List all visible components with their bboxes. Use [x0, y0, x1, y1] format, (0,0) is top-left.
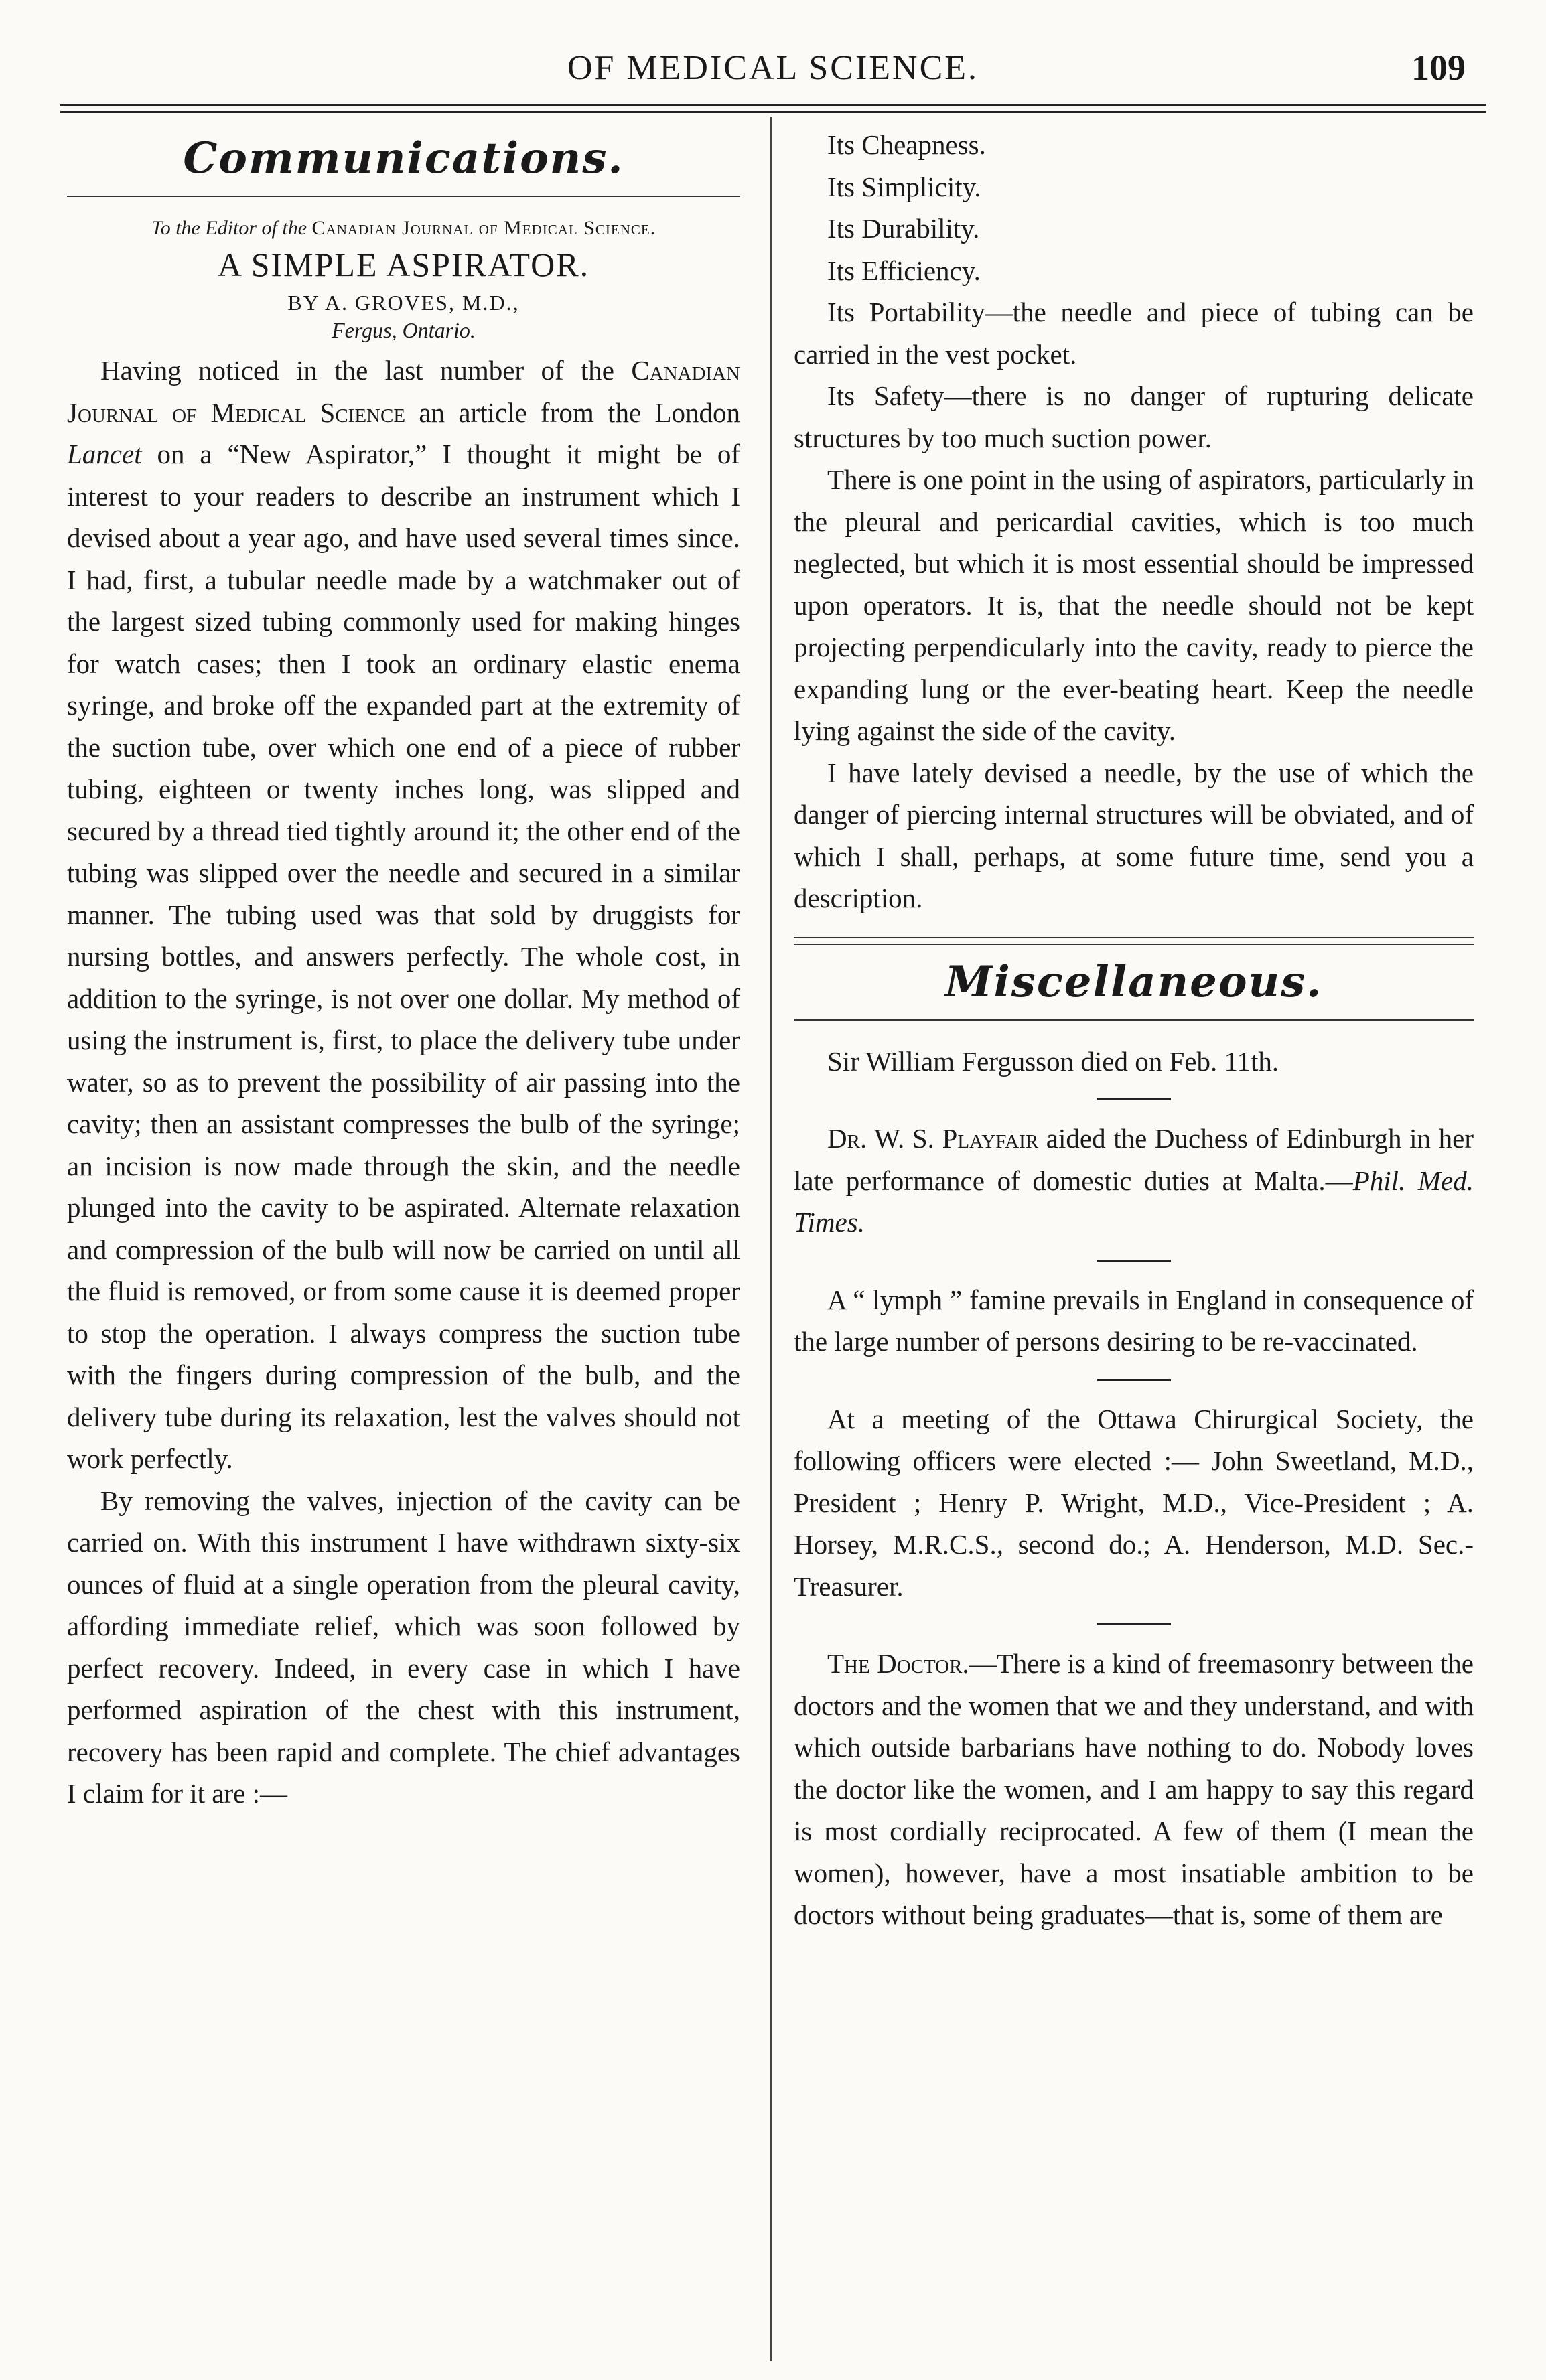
item-separator	[1097, 1260, 1171, 1262]
paragraph-text: an article from the London	[405, 396, 740, 428]
lancet-title: Lancet	[67, 439, 142, 469]
advantage-item: Its Simplicity.	[827, 171, 981, 202]
section-divider	[794, 937, 1474, 938]
article-title: A SIMPLE ASPIRATOR.	[217, 246, 590, 283]
advantage-portability: Its Portability—the needle and piece of tubing can be carried in the vest pocket.	[794, 297, 1474, 370]
paragraph-text: on a “New Aspirator,” I thought it might be of interest to your readers to describe an instrument which I devised about a year ago, and have used several times since. I had, first, a tubular needle made by a watchmaker out of the largest sized tubing commonly used for making hinges for watch cases; then I took an ordinary elastic enema syringe, and broke off the expanded part at the extremity of the suction tube, over which one end of a piece of rubber tubing, eighteen or twenty inches long, was slipped and secured by a thread tied tightly around it; the other end of the tubing was slipped over the needle and secured in a similar manner. The tubing used was that sold by druggists for nursing bottles, and answers perfectly. The whole cost, in addition to the syringe, is not over one dollar. My method of using the instrument is, first, to place the delivery tube under water, so as to prevent the possibility of air passing into the cavity; then an assistant compresses the bulb of the syringe; an incision is now made through the skin, and the needle plunged into the cavity to be aspirated. Alternate relaxation and compression of the bulb will now be carried on until all the fluid is removed, or from some cause it is deemed proper to stop the operation. I always compress the suction tube with the fingers during compression of the bulb, and the delivery tube during its relaxation, lest the valves should not work perfectly.	[67, 439, 740, 1474]
advantage-item: Its Durability.	[827, 213, 980, 244]
misc-item-fergusson: Sir William Fergusson died on Feb. 11th.	[827, 1045, 1279, 1077]
item-separator	[1097, 1098, 1171, 1100]
article-paragraph-2: By removing the valves, injection of the cavity can be carried on. With this instrument I have withdrawn sixty-six ounces of fluid at a single operation from the pleural cavity, affording immediate relief, which was soon followed by perfect recovery. Indeed, in every case in which I have performed aspiration of the chest with this instrument, recovery has been rapid and complete. The chief advantages I claim for it are :—	[67, 1485, 740, 1809]
running-title: OF MEDICAL SCIENCE.	[567, 49, 979, 87]
author-location: Fergus, Ontario.	[332, 318, 476, 342]
communications-heading: Communications.	[183, 133, 624, 183]
advantage-item: Its Cheapness.	[827, 129, 986, 160]
editor-address	[67, 217, 740, 240]
journal-name: Canadian Journal of Medical Science	[67, 355, 740, 428]
doctor-text: —There is a kind of freemasonry between the doctors and the women that we and they understand, and with which outside barbarians have nothing to do. Nobody loves the doctor like the women, and I am happy to say this regard is most cordially reciprocated. A few of them (I mean the women), however, have a most insatiable ambition to be doctors without being graduates—that is, some of them are	[794, 1648, 1474, 1930]
misc-item-playfair	[794, 1118, 1474, 1244]
new-needle-paragraph: I have lately devised a needle, by the use of which the danger of piercing internal structures will be obviated, and of which I shall, perhaps, at some future time, send you a description.	[794, 757, 1474, 913]
misc-item-doctor	[794, 1643, 1474, 1936]
doctor-label: The Doctor.	[827, 1648, 969, 1679]
item-separator	[1097, 1379, 1171, 1381]
playfair-name: Dr. W. S. Playfair	[827, 1123, 1039, 1154]
playfair-source: Phil. Med. Times.	[794, 1165, 1474, 1238]
item-separator	[1097, 1623, 1171, 1625]
page-number: 109	[1411, 48, 1466, 88]
right-column	[794, 124, 1474, 1936]
left-column	[67, 124, 740, 1815]
paragraph-text: Having noticed in the last number of the	[100, 355, 632, 386]
column-divider	[770, 117, 772, 2361]
section-rule	[794, 1019, 1474, 1021]
playfair-text: aided the Duchess of Edinburgh in her late performance of domestic duties at Malta.—	[794, 1123, 1474, 1196]
aspirator-point-paragraph: There is one point in the using of aspirators, particularly in the pleural and pericardial cavities, which is too much neglected, but which it is most essential should be impressed upon operators. It is, that the needle should not be kept projecting perpendicularly into the cavity, ready to pierce the expanding lung or the ever-beating heart. Keep the needle lying against the side of the cavity.	[794, 464, 1474, 746]
article-paragraph-1	[67, 350, 740, 1480]
miscellaneous-heading: Miscellaneous.	[944, 956, 1323, 1007]
header-rule-secondary	[60, 111, 1486, 113]
advantage-safety: Its Safety—there is no danger of rupturing delicate structures by too much suction power.	[794, 380, 1474, 453]
header-rule	[60, 104, 1486, 106]
editor-journal: Canadian Journal of Medical Science.	[311, 217, 656, 239]
advantage-item: Its Efficiency.	[827, 254, 981, 286]
section-divider-secondary	[794, 944, 1474, 945]
misc-item-lymph: A “ lymph ” famine prevails in England in consequence of the large number of persons desiring to be re-vaccinated.	[794, 1284, 1474, 1357]
misc-item-ottawa: At a meeting of the Ottawa Chirurgical Society, the following officers were elected :— John Sweetland, M.D., President ; Henry P. Wright, M.D., Vice-President ; A. Horsey, M.R.C.S., second do.; A. Henderson, M.D. Sec.-Treasurer.	[794, 1403, 1474, 1602]
author-byline: BY A. GROVES, M.D.,	[287, 291, 520, 315]
section-rule	[67, 196, 740, 197]
editor-prefix: To the Editor of the	[151, 217, 307, 239]
